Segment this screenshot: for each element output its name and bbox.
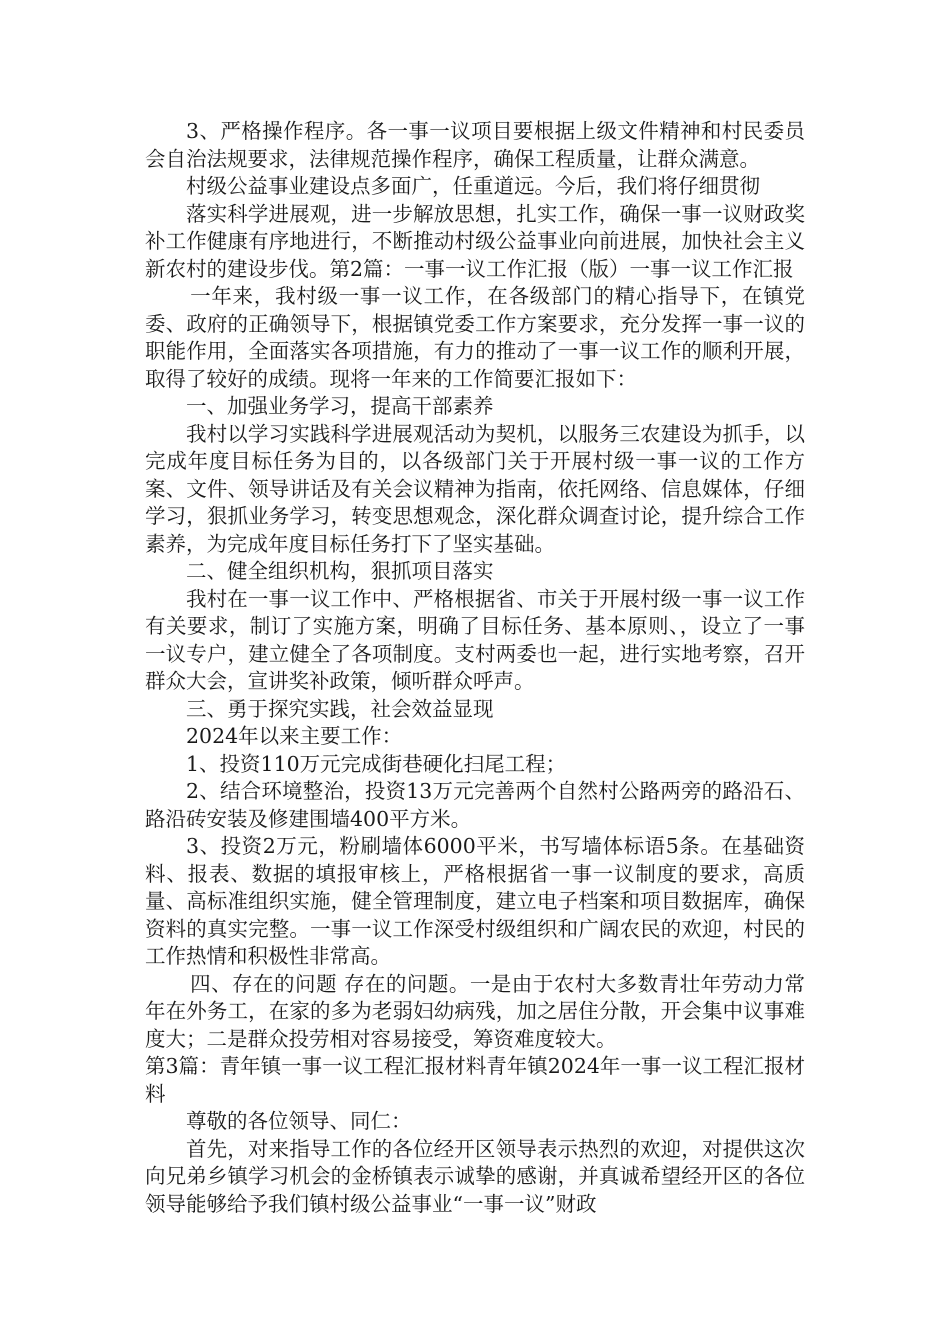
list-item-3: 3、投资2万元，粉刷墙体6000平米，书写墙体标语5条。在基础资料、报表、数据的填报审核上，严格根据省一事一议制度的要求，高质量、高标准组织实施，健全管理制度，建立电子档案和项目数据库，确保资料的真实完整。一事一议工作深受村级组织和广阔农民的欢迎，村民的工作热情和积极性非常高。 (145, 834, 805, 968)
paragraph-welcome: 首先，对来指导工作的各位经开区领导表示热烈的欢迎，对提供这次向兄弟乡镇学习机会的金桥镇表示诚挚的感谢，并真诚希望经开区的各位领导能够给予我们镇村级公益事业“一事一议”财政 (145, 1136, 805, 1216)
paragraph-main-work-intro: 2024年以来主要工作： (186, 724, 403, 748)
list-item-1: 1、投资110万元完成街巷硬化扫尾工程； (186, 751, 567, 776)
section-heading-1: 一、加强业务学习，提高干部素养 (186, 394, 494, 418)
section-heading-2: 二、健全组织机构，狠抓项目落实 (186, 559, 494, 583)
section-heading-3: 三、勇于探究实践，社会效益显现 (186, 696, 494, 721)
paragraph-year-summary: 一年来，我村级一事一议工作，在各级部门的精心指导下，在镇党委、政府的正确领导下，根据镇党委工作方案要求，充分发挥一事一议的职能作用，全面落实各项措施，有力的推动了一事一议工作的顺利开展，取得了较好的成绩。现将一年来的工作简要汇报如下： (145, 284, 805, 391)
salutation: 尊敬的各位领导、同仁： (186, 1109, 412, 1133)
section-heading-4-problems: 四、存在的问题 存在的问题。一是由于农村大多数青壮年劳动力常年在外务工，在家的多为老弱妇幼病残，加之居住分散，开会集中议事难度大；二是群众投劳相对容易接受，筹资难度较大。 (145, 971, 805, 1051)
article-3-title: 第3篇：青年镇一事一议工程汇报材料青年镇2024年一事一议工程汇报材料 (145, 1054, 805, 1106)
paragraph-implementation: 落实科学进展观，进一步解放思想，扎实工作，确保一事一议财政奖补工作健康有序地进行，不断推动村级公益事业向前进展，加快社会主义新农村的建设步伐。第2篇：一事一议工作汇报（版）一事一议工作汇报 (145, 201, 805, 281)
paragraph-outlook: 村级公益事业建设点多面广，任重道远。今后，我们将仔细贯彻 (186, 174, 760, 198)
paragraph-organization: 我村在一事一议工作中、严格根据省、市关于开展村级一事一议工作有关要求，制订了实施方案，明确了目标任务、基本原则、，设立了一事一议专户，建立健全了各项制度。支村两委也一起，进行实地考察，召开群众大会，宣讲奖补政策，倾听群众呼声。 (145, 586, 805, 693)
list-item-2: 2、结合环境整治，投资13万元完善两个自然村公路两旁的路沿石、路沿砖安装及修建围墙400平方米。 (145, 779, 805, 831)
paragraph-study: 我村以学习实践科学进展观活动为契机，以服务三农建设为抓手，以完成年度目标任务为目的，以各级部门关于开展村级一事一议的工作方案、文件、领导讲话及有关会议精神为指南，依托网络、信息媒体，仔细学习，狠抓业务学习，转变思想观念，深化群众调查讨论，提升综合工作素养，为完成年度目标任务打下了坚实基础。 (145, 421, 805, 556)
document-body (145, 118, 805, 1218)
paragraph-procedure: 3、严格操作程序。各一事一议项目要根据上级文件精神和村民委员会自治法规要求，法律规范操作程序，确保工程质量，让群众满意。 (145, 119, 805, 171)
